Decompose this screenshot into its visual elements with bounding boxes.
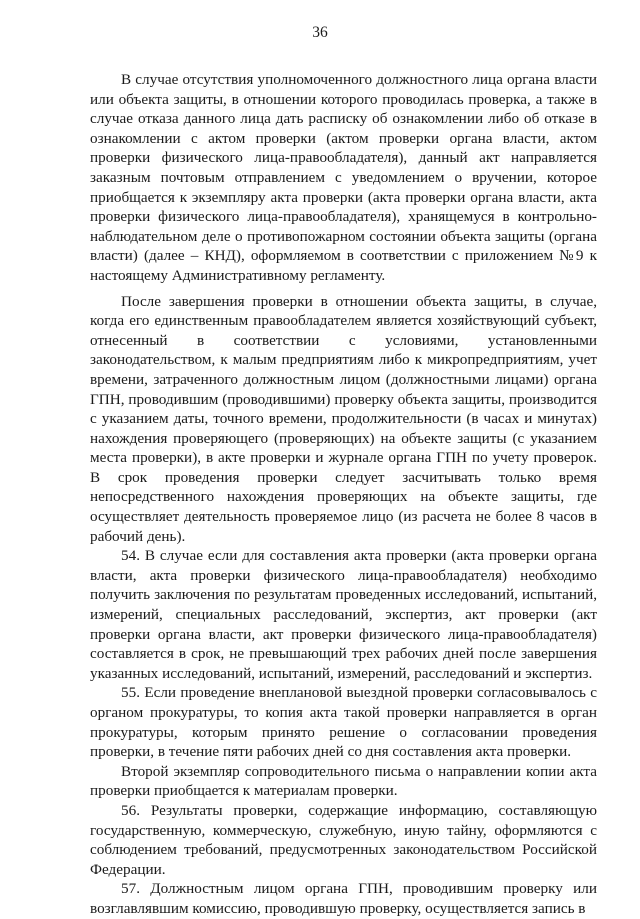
paragraph-57: 57. Должностным лицом органа ГПН, проводившим проверку или возглавлявшим комиссию, проводившую проверку, осуществляется запись в (90, 880, 597, 917)
paragraph-absent-official: В случае отсутствия уполномоченного должностного лица органа власти или объекта защиты, в отношении которого проводилась проверка, а также в случае отказа данного лица дать расписку об ознакомлении либо об отказе в ознакомлении с актом проверки (актом проверки органа власти, актом проверки физического лица-правообладателя), данный акт направляется заказным почтовым отправлением с уведомлением о вручении, которое приобщается к экземпляру акта проверки (акта проверки органа власти, акта проверки физического лица-правообладателя), хранящемуся в контрольно-наблюдательном деле о противопожарном состоянии объекта защиты (органа власти) (далее – КНД), оформляемом в соответствии с приложением №9 к настоящему Административному регламенту. (90, 71, 597, 284)
paragraph-55: 55. Если проведение внеплановой выездной проверки согласовывалось с органом прокуратуры, то копия акта такой проверки направляется в орган прокуратуры, которым принято решение о согласовании проведения проверки, в течение пяти рабочих дней со дня составления акта проверки. (90, 684, 597, 761)
paragraph-time-accounting: После завершения проверки в отношении объекта защиты, в случае, когда его единственным правообладателем является хозяйствующий субъект, отнесенный в соответствии с условиями, установленными законодательством, к малым предприятиям либо к микропредприятиям, учет времени, затраченного должностным лицом (должностными лицами) органа ГПН, проводившим (проводившими) проверку объекта защиты, производится с указанием даты, точного времени, продолжительности (в часах и минутах) нахождения проверяющего (проверяющих) на объекте защиты (с указанием места проверки), в акте проверки и журнале органа ГПН по учету проверок. В срок проведения проверки следует засчитывать только время непосредственного нахождения проверяющих на объекте защиты, где осуществляет деятельность проверяемое лицо (из расчета не более 8 часов в рабочий день). (90, 292, 597, 545)
paragraph-54: 54. В случае если для составления акта проверки (акта проверки органа власти, акта проверки физического лица-правообладателя) необходимо получить заключения по результатам проведенных исследований, испытаний, измерений, специальных расследований, экспертиз, акт проверки (акт проверки органа власти, акт проверки физического лица-правообладателя) составляется в срок, не превышающий трех рабочих дней после завершения указанных исследований, испытаний, измерений, расследований и экспертиз. (90, 547, 597, 682)
paragraph-56: 56. Результаты проверки, содержащие информацию, составляющую государственную, коммерческую, служебную, иную тайну, оформляются с соблюдением требований, предусмотренных законодательством Российской Федерации. (90, 801, 597, 878)
document-body (90, 70, 597, 919)
paragraph-second-copy: Второй экземпляр сопроводительного письма о направлении копии акта проверки приобщается к материалам проверки. (90, 762, 597, 800)
page-number: 36 (312, 24, 328, 41)
